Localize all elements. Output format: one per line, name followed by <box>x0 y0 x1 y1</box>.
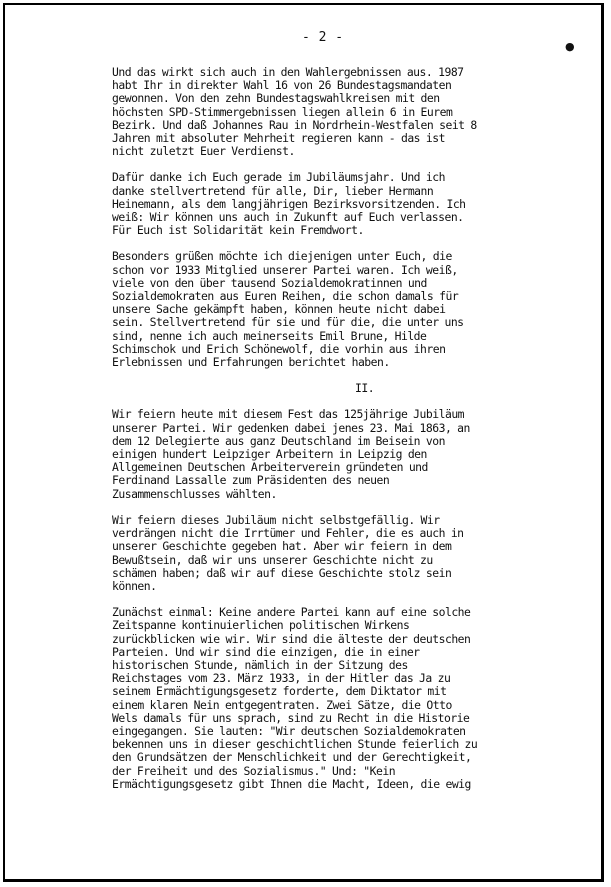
paragraph-not-complacent: Wir feiern dieses Jubiläum nicht selbstgefällig. Wir verdrängen nicht die Irrtümer und Fehler, die es auch in unserer Geschichte gegeben hat. Aber wir feiern in dem Bewußtsein, daß wir uns unserer Geschichte nicht zu schämen haben; daß wir auf diese Geschichte stolz sein können. <box>112 512 464 593</box>
paragraph-anniversary: Wir feiern heute mit diesem Fest das 125jährige Jubiläum unserer Partei. Wir gedenken dabei jenes 23. Mai 1863, an dem 12 Delegierte aus ganz Deutschland im Beisein von einigen hundert Leipziger Arbeitern in Leipzig den Allgemeinen Deutschen Arbeiterverein gründeten und Ferdinand Lassalle zum Präsidenten des neuen Zusammenschlusses wählten. <box>112 407 470 501</box>
section-heading: II. <box>355 381 375 396</box>
paragraph-greetings: Besonders grüßen möchte ich diejenigen unter Euch, die schon vor 1933 Mitglied unserer Partei waren. Ich weiß, viele von den über tausend Sozialdemokratinnen und Sozialdemokraten aus Euren Reihen, die schon damals für unsere Sache gekämpft haben, können heute nicht dabei sein. Stellvertretend für sie und für die, die unter uns sind, nenne ich auch meinerseits Emil Brune, Hilde Schimschok und Erich Schönewolf, die vorhin aus ihren Erlebnissen und Erfahrungen berichtet haben. <box>112 249 464 370</box>
paragraph-history: Zunächst einmal: Keine andere Partei kann auf eine solche Zeitspanne kontinuierlichen politischen Wirkens zurückblicken wie wir. Wir sind die älteste der deutschen Parteien. Und wir sind die einzigen, die in einer historischen Stunde, nämlich in der Sitzung des Reichstages vom 23. März 1933, in der Hitler das Ja zu seinem Ermächtigungsgesetz forderte, dem Diktator mit einem klaren Nein entgegentraten. Zwei Sätze, die Otto Wels damals für uns sprach, sind zu Recht in die Historie eingegangen. Sie lauten: "Wir deutschen Sozialdemokraten bekennen uns in dieser geschichtlichen Stunde feierlich zu den Grundsätzen der Menschlichkeit und der Gerechtigkeit, der Freiheit und des Sozialismus." Und: "Kein Ermächtigungsgesetz gibt Ihnen die Macht, Ideen, die ewig <box>112 605 478 791</box>
corner-mark: ● <box>565 40 575 53</box>
page-number: - 2 - <box>302 30 344 45</box>
paragraph-election-results: Und das wirkt sich auch in den Wahlergebnissen aus. 1987 habt Ihr in direkter Wahl 16 von 26 Bundestagsmandaten gewonnen. Von den zehn Bundestagswahlkreisen mit den höchsten SPD-Stimmergebnissen liegen allein 6 in Eurem Bezirk. Und daß Johannes Rau in Nordrhein-Westfalen seit 8 Jahren mit absoluter Mehrheit regieren kann - das ist nicht zuletzt Euer Verdienst. <box>112 65 477 159</box>
paragraph-thanks: Dafür danke ich Euch gerade im Jubiläumsjahr. Und ich danke stellvertretend für alle, Dir, lieber Hermann Heinemann, als dem langjährigen Bezirksvorsitzenden. Ich weiß: Wir können uns auch in Zukunft auf Euch verlassen. Für Euch ist Solidarität kein Fremdwort. <box>112 170 466 238</box>
document-body <box>112 66 602 804</box>
